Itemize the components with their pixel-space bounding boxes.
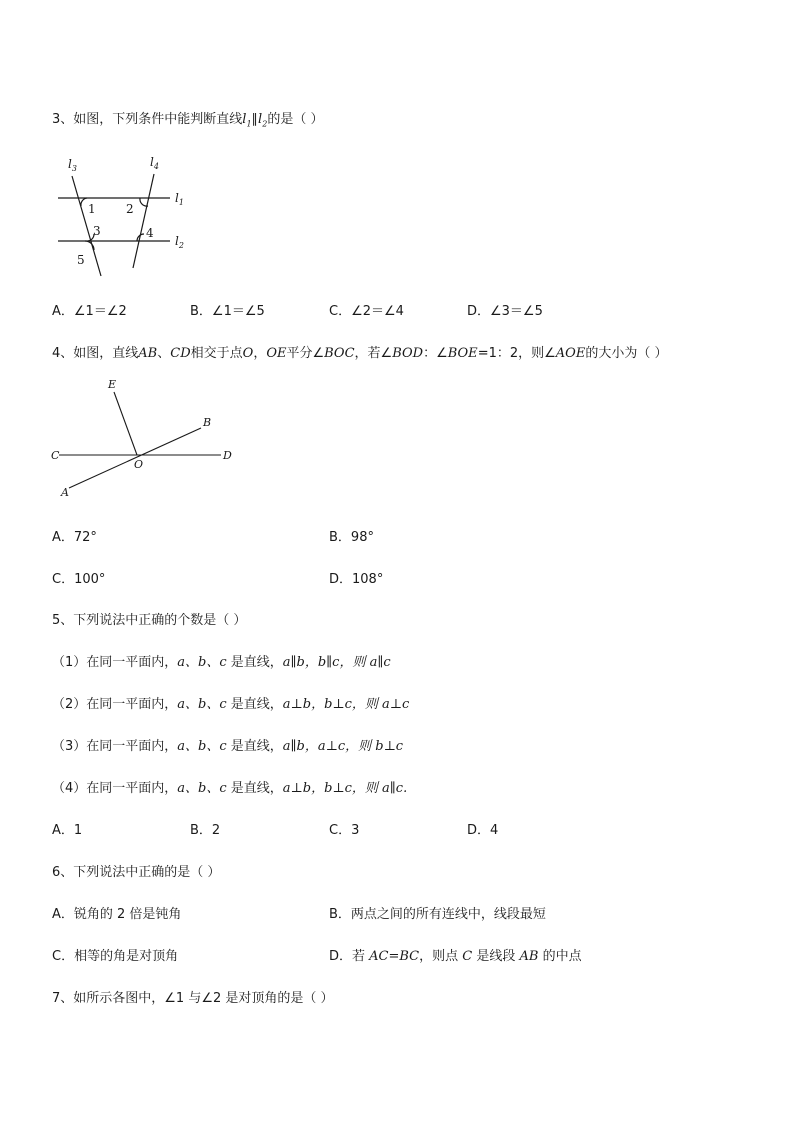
- point-label-e: E: [108, 378, 117, 391]
- q6-option-b[interactable]: B．两点之间的所有连线中，线段最短: [329, 907, 546, 922]
- label-l2: $l_2$: [175, 234, 184, 250]
- ray-oe: [114, 392, 137, 455]
- q3-option-a[interactable]: A．∠1＝∠2: [52, 304, 127, 319]
- q6-option-a[interactable]: A．锐角的 2 倍是钝角: [52, 907, 182, 922]
- q5-stem: 5、下列说法中正确的个数是（ ）: [52, 613, 247, 628]
- point-label-d: D: [223, 449, 232, 462]
- line-l4: [133, 174, 154, 268]
- q3-option-c[interactable]: C．∠2＝∠4: [329, 304, 404, 319]
- angle-label-3: 3: [93, 224, 101, 238]
- q3-option-d[interactable]: D．∠3＝∠5: [467, 304, 543, 319]
- q4-option-a[interactable]: A．72°: [52, 530, 97, 545]
- q6-stem: 6、下列说法中正确的是（ ）: [52, 865, 221, 880]
- q5-statement-2: （2）在同一平面内，a、b、c 是直线，a⊥b，b⊥c，则 a⊥c: [52, 697, 410, 712]
- q6-option-c[interactable]: C．相等的角是对顶角: [52, 949, 179, 964]
- q4-figure: [45, 372, 245, 502]
- point-label-c: C: [51, 449, 60, 462]
- q5-statement-4: （4）在同一平面内，a、b、c 是直线，a⊥b，b⊥c，则 a∥c.: [52, 781, 408, 796]
- q5-option-d[interactable]: D．4: [467, 823, 499, 838]
- q3-figure: [50, 150, 200, 282]
- q4-option-d[interactable]: D．108°: [329, 572, 384, 587]
- label-l4: $l_4$: [150, 155, 159, 171]
- q5-option-a[interactable]: A．1: [52, 823, 83, 838]
- q3-option-b[interactable]: B．∠1＝∠5: [190, 304, 265, 319]
- point-label-b: B: [203, 416, 212, 429]
- l2-symbol: $l_2$: [258, 112, 268, 129]
- q4-option-b[interactable]: B．98°: [329, 530, 374, 545]
- angle-label-4: 4: [146, 226, 154, 240]
- q4-stem: 4、如图，直线AB、CD相交于点O，OE平分∠BOC，若∠BOD：∠BOE=1：2，则∠AOE的大小为（ ）: [52, 346, 668, 361]
- label-l3: $l_3$: [68, 157, 77, 173]
- q7-stem: 7、如所示各图中，∠1 与∠2 是对顶角的是（ ）: [52, 991, 334, 1006]
- point-label-o: O: [134, 458, 144, 471]
- q5-statement-1: （1）在同一平面内，a、b、c 是直线，a∥b，b∥c，则 a∥c: [52, 655, 391, 670]
- q5-option-c[interactable]: C．3: [329, 823, 360, 838]
- angle-mark-1: [81, 198, 87, 206]
- q6-option-d[interactable]: D．若 AC=BC，则点 C 是线段 AB 的中点: [329, 949, 582, 964]
- l1-symbol: $l_1$: [242, 112, 252, 129]
- q3-stem: 3、如图，下列条件中能判断直线$l_1\parallel l_2$的是（ ）: [52, 112, 324, 129]
- q5-option-b[interactable]: B．2: [190, 823, 221, 838]
- label-l1: $l_1$: [175, 191, 184, 207]
- angle-label-1: 1: [88, 202, 96, 216]
- q4-option-c[interactable]: C．100°: [52, 572, 106, 587]
- angle-label-2: 2: [126, 202, 134, 216]
- angle-mark-4: [137, 234, 144, 241]
- point-label-a: A: [61, 486, 69, 499]
- angle-label-5: 5: [77, 253, 85, 267]
- q5-statement-3: （3）在同一平面内，a、b、c 是直线，a∥b，a⊥c，则 b⊥c: [52, 739, 404, 754]
